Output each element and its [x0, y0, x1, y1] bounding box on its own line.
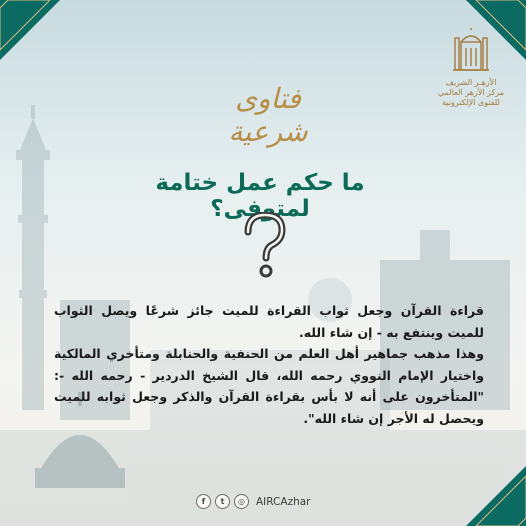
corner-ornament-bottom-right — [456, 456, 526, 526]
logo-line-1: الأزهـر الشريف — [445, 78, 497, 87]
question-title: ما حكم عمل ختامة لمتوفى؟ — [155, 170, 365, 222]
twitter-icon[interactable]: t — [215, 494, 230, 509]
fatwa-paragraph-2: وهذا مذهب جماهير أهل العلم من الحنفية والحنابلة ومتأخري المالكية واختيار الإمام النووي رحمه الله، قال الشيخ الدردير - رحمه الله -: "المتأخرون على أنه لا بأس بقراءة القرآن والذكر وجعل ثوابه للميت ويحصل له الأجر إن شاء الله". — [54, 346, 484, 426]
facebook-icon[interactable]: f — [196, 494, 211, 509]
social-footer — [196, 494, 310, 509]
social-handle[interactable]: AIRCAzhar — [256, 495, 311, 508]
logo-line-2: مركز الأزهر العالمي للفتوى الإلكترونية — [438, 88, 504, 107]
fatwa-body — [54, 300, 484, 429]
fatwa-paragraph-1: قراءة القرآن وجعل ثواب القراءة للميت جائز شرعًا ويصل الثواب للميت وينتفع به - إن شاء الله. — [54, 303, 484, 340]
section-calligraphy-title: فتاوى شرعية — [228, 82, 308, 148]
question-mark-icon — [242, 212, 288, 280]
azhar-logo — [436, 28, 506, 108]
instagram-icon[interactable]: ◎ — [234, 494, 249, 509]
corner-ornament-top-left — [0, 0, 70, 70]
mosque-emblem-icon — [451, 28, 491, 74]
